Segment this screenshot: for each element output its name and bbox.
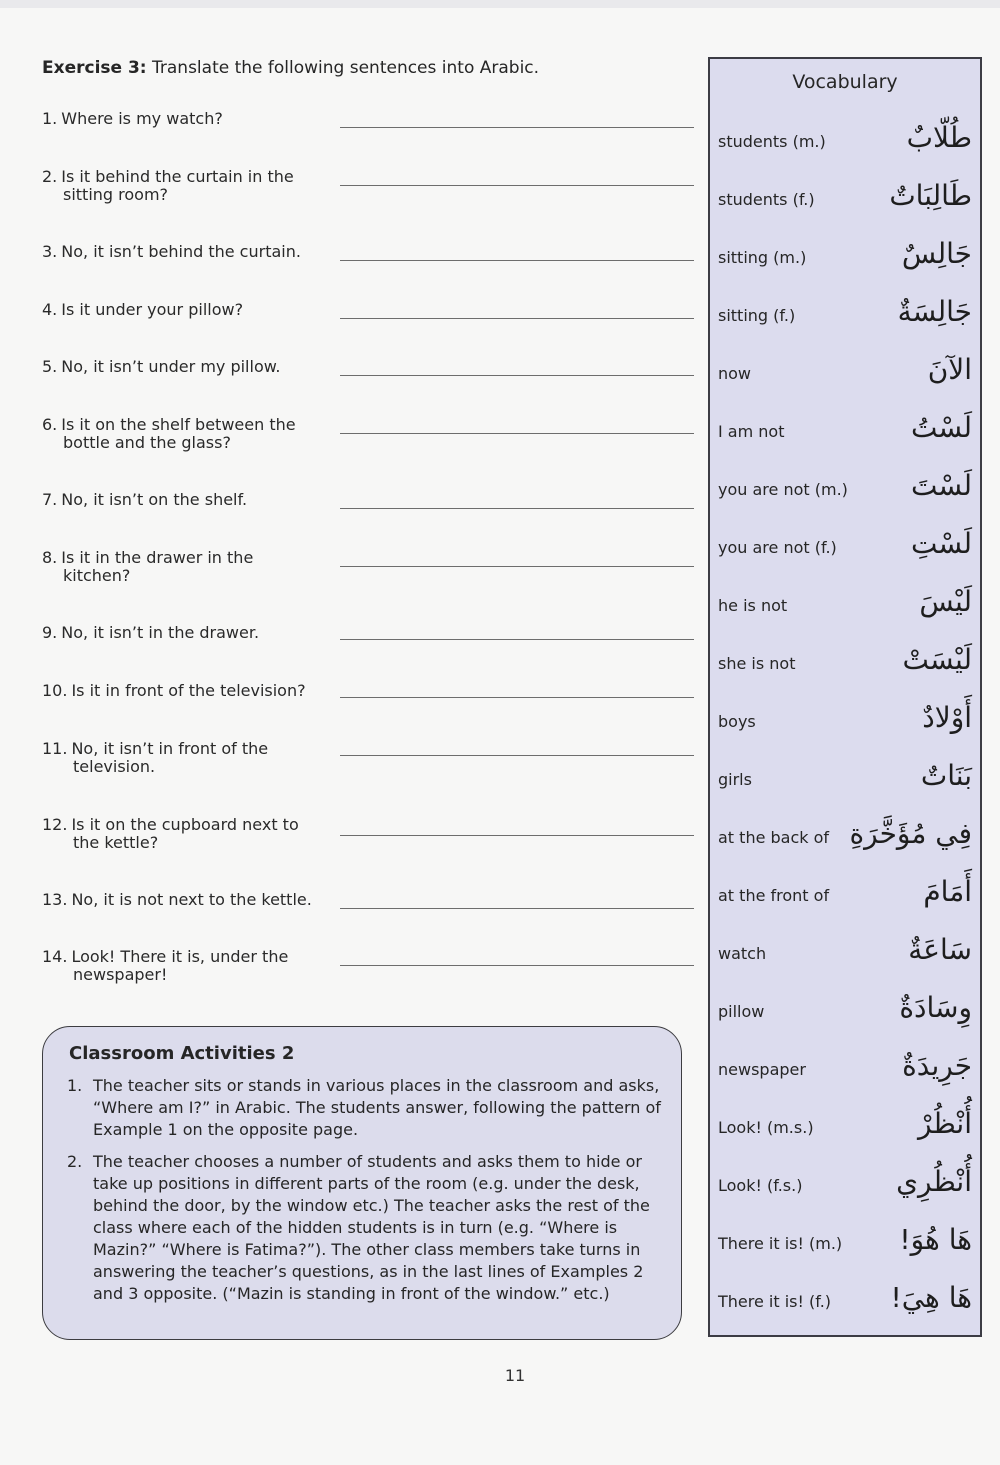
vocab-row bbox=[710, 521, 980, 579]
exercise-item-text: No, it isn’t in the drawer. bbox=[61, 623, 260, 642]
vocab-row bbox=[710, 1043, 980, 1101]
vocab-row bbox=[710, 463, 980, 521]
answer-line[interactable] bbox=[340, 835, 694, 836]
exercise-item-number: 9. bbox=[42, 623, 58, 642]
vocab-english: he is not bbox=[718, 596, 788, 615]
vocab-arabic: لَسْتَ bbox=[910, 469, 972, 502]
vocabulary-title: Vocabulary bbox=[792, 71, 898, 93]
answer-line[interactable] bbox=[340, 697, 694, 698]
activities-title: Classroom Activities 2 bbox=[69, 1043, 295, 1064]
vocab-english: students (f.) bbox=[718, 190, 815, 209]
exercise-item-text: No, it isn’t behind the curtain. bbox=[61, 242, 301, 261]
vocab-english: Look! (m.s.) bbox=[718, 1118, 814, 1137]
answer-line[interactable] bbox=[340, 965, 694, 966]
answer-line[interactable] bbox=[340, 755, 694, 756]
vocab-english: pillow bbox=[718, 1002, 765, 1021]
top-page-strip bbox=[0, 0, 1000, 8]
exercise-item-number: 10. bbox=[42, 681, 68, 700]
exercise-item-number: 12. bbox=[42, 815, 68, 834]
exercise-item-text: Is it on the cupboard next to bbox=[71, 815, 299, 834]
exercise-item-text: Where is my watch? bbox=[61, 109, 223, 128]
exercise-instruction: Translate the following sentences into Arabic. bbox=[152, 58, 540, 78]
vocab-arabic: وِسَادَةٌ bbox=[899, 991, 972, 1024]
exercise-item-number: 3. bbox=[42, 242, 58, 261]
vocab-row bbox=[710, 1159, 980, 1217]
vocab-row bbox=[710, 1101, 980, 1159]
vocab-english: you are not (f.) bbox=[718, 538, 837, 557]
answer-line[interactable] bbox=[340, 639, 694, 640]
answer-line[interactable] bbox=[340, 508, 694, 509]
exercise-item-number: 14. bbox=[42, 947, 68, 966]
vocab-row bbox=[710, 231, 980, 289]
exercise-item-number: 11. bbox=[42, 739, 68, 758]
vocab-row bbox=[710, 811, 980, 869]
exercise-item-continuation: sitting room? bbox=[63, 185, 169, 204]
answer-line[interactable] bbox=[340, 433, 694, 434]
activity-text: The teacher chooses a number of students and asks them to hide or take up positions in different parts of the room (e.g. under the desk, behind the door, by the window etc.) The teacher asks the rest of the class where each of the hidden students is in turn (e.g. “Where is Mazin?” “Where is Fatima?”). The other class members take turns in answering the teacher’s questions, as in the last lines of Examples 2 and 3 opposite. (“Mazin is standing in front of the window.” etc.) bbox=[93, 1152, 650, 1303]
vocab-arabic: طَالِبَاتٌ bbox=[889, 179, 972, 212]
answer-line[interactable] bbox=[340, 566, 694, 567]
exercise-item-text: No, it isn’t in front of the bbox=[71, 739, 269, 758]
exercise-item-number: 13. bbox=[42, 890, 68, 909]
vocab-english: at the back of bbox=[718, 828, 830, 847]
exercise-item-text: Look! There it is, under the bbox=[71, 947, 289, 966]
answer-line[interactable] bbox=[340, 127, 694, 128]
activity-number: 2. bbox=[67, 1152, 83, 1171]
vocab-english: Look! (f.s.) bbox=[718, 1176, 803, 1195]
exercise-item-number: 4. bbox=[42, 300, 58, 319]
vocab-english: There it is! (f.) bbox=[718, 1292, 832, 1311]
vocab-arabic: جَالِسَةٌ bbox=[897, 295, 972, 328]
activity-item-2 bbox=[67, 1151, 667, 1305]
vocab-row bbox=[710, 637, 980, 695]
exercise-item-text: No, it isn’t on the shelf. bbox=[61, 490, 248, 509]
vocab-arabic: جَالِسٌ bbox=[901, 237, 972, 270]
answer-line[interactable] bbox=[340, 318, 694, 319]
vocab-english: There it is! (m.) bbox=[718, 1234, 843, 1253]
vocab-row bbox=[710, 579, 980, 637]
exercise-item-number: 8. bbox=[42, 548, 58, 567]
vocab-arabic: جَرِيدَةٌ bbox=[902, 1049, 972, 1082]
vocab-english: girls bbox=[718, 770, 752, 789]
vocab-english: sitting (f.) bbox=[718, 306, 796, 325]
exercise-item-number: 1. bbox=[42, 109, 58, 128]
vocab-row bbox=[710, 347, 980, 405]
vocab-arabic: بَنَاتٌ bbox=[920, 759, 972, 792]
vocab-english: newspaper bbox=[718, 1060, 806, 1079]
vocab-arabic: لَسْتِ bbox=[910, 527, 972, 560]
vocab-english: watch bbox=[718, 944, 767, 963]
vocab-arabic: أَوْلادٌ bbox=[922, 701, 972, 734]
vocab-row bbox=[710, 173, 980, 231]
vocab-english: now bbox=[718, 364, 752, 383]
classroom-activities-box bbox=[42, 1026, 682, 1340]
vocab-arabic: لَيْسَ bbox=[919, 585, 972, 618]
vocab-row bbox=[710, 985, 980, 1043]
vocab-english: sitting (m.) bbox=[718, 248, 807, 267]
exercise-item-continuation: television. bbox=[73, 757, 156, 776]
vocab-english: boys bbox=[718, 712, 756, 731]
exercise-item-text: Is it under your pillow? bbox=[61, 300, 244, 319]
exercise-item-text: Is it behind the curtain in the bbox=[61, 167, 294, 186]
exercise-item-number: 6. bbox=[42, 415, 58, 434]
exercise-item-number: 2. bbox=[42, 167, 58, 186]
answer-line[interactable] bbox=[340, 908, 694, 909]
exercise-item-number: 5. bbox=[42, 357, 58, 376]
page-number: 11 bbox=[504, 1366, 526, 1385]
exercise-item-number: 7. bbox=[42, 490, 58, 509]
vocab-arabic: لَسْتُ bbox=[910, 411, 972, 444]
vocab-row bbox=[710, 1275, 980, 1333]
vocab-english: you are not (m.) bbox=[718, 480, 848, 499]
vocab-row bbox=[710, 695, 980, 753]
vocab-arabic: أُنْظُرْ bbox=[918, 1107, 972, 1140]
exercise-item-continuation: bottle and the glass? bbox=[63, 433, 231, 452]
vocab-arabic: الآنَ bbox=[927, 353, 972, 386]
vocab-row bbox=[710, 1217, 980, 1275]
vocab-row bbox=[710, 753, 980, 811]
vocab-english: students (m.) bbox=[718, 132, 826, 151]
vocab-english: I am not bbox=[718, 422, 785, 441]
activity-number: 1. bbox=[67, 1076, 83, 1095]
answer-line[interactable] bbox=[340, 185, 694, 186]
exercise-item-text: No, it is not next to the kettle. bbox=[71, 890, 312, 909]
exercise-item-continuation: newspaper! bbox=[73, 965, 168, 984]
vocab-row bbox=[710, 927, 980, 985]
exercise-label: Exercise 3: bbox=[42, 58, 147, 78]
vocab-arabic: أُنْظُرِي bbox=[896, 1165, 972, 1198]
exercise-item-text: Is it in front of the television? bbox=[71, 681, 306, 700]
vocab-arabic: طُلّابٌ bbox=[906, 121, 972, 154]
vocab-row bbox=[710, 405, 980, 463]
exercise-item-text: No, it isn’t under my pillow. bbox=[61, 357, 281, 376]
vocab-row bbox=[710, 115, 980, 173]
activity-item-1 bbox=[67, 1075, 667, 1141]
vocab-arabic: فِي مُؤَخَّرَةِ bbox=[849, 817, 972, 850]
exercise-item-text: Is it in the drawer in the bbox=[61, 548, 254, 567]
vocab-arabic: سَاعَةٌ bbox=[908, 933, 972, 966]
vocab-english: at the front of bbox=[718, 886, 830, 905]
vocab-arabic: هَا هُوَ! bbox=[899, 1223, 972, 1256]
vocab-arabic: هَا هِيَ! bbox=[890, 1281, 972, 1314]
vocab-arabic: أَمَامَ bbox=[923, 875, 972, 908]
exercise-item-continuation: kitchen? bbox=[63, 566, 131, 585]
vocab-arabic: لَيْسَتْ bbox=[902, 643, 972, 676]
exercise-item-continuation: the kettle? bbox=[73, 833, 159, 852]
exercise-heading bbox=[42, 58, 539, 78]
vocabulary-panel bbox=[708, 57, 982, 1337]
vocab-row bbox=[710, 289, 980, 347]
vocab-row bbox=[710, 869, 980, 927]
vocab-english: she is not bbox=[718, 654, 796, 673]
exercise-item-text: Is it on the shelf between the bbox=[61, 415, 296, 434]
answer-line[interactable] bbox=[340, 260, 694, 261]
activity-text: The teacher sits or stands in various places in the classroom and asks, “Where am I?” in Arabic. The students answer, following the pattern of Example 1 on the opposite page. bbox=[93, 1076, 661, 1139]
answer-line[interactable] bbox=[340, 375, 694, 376]
